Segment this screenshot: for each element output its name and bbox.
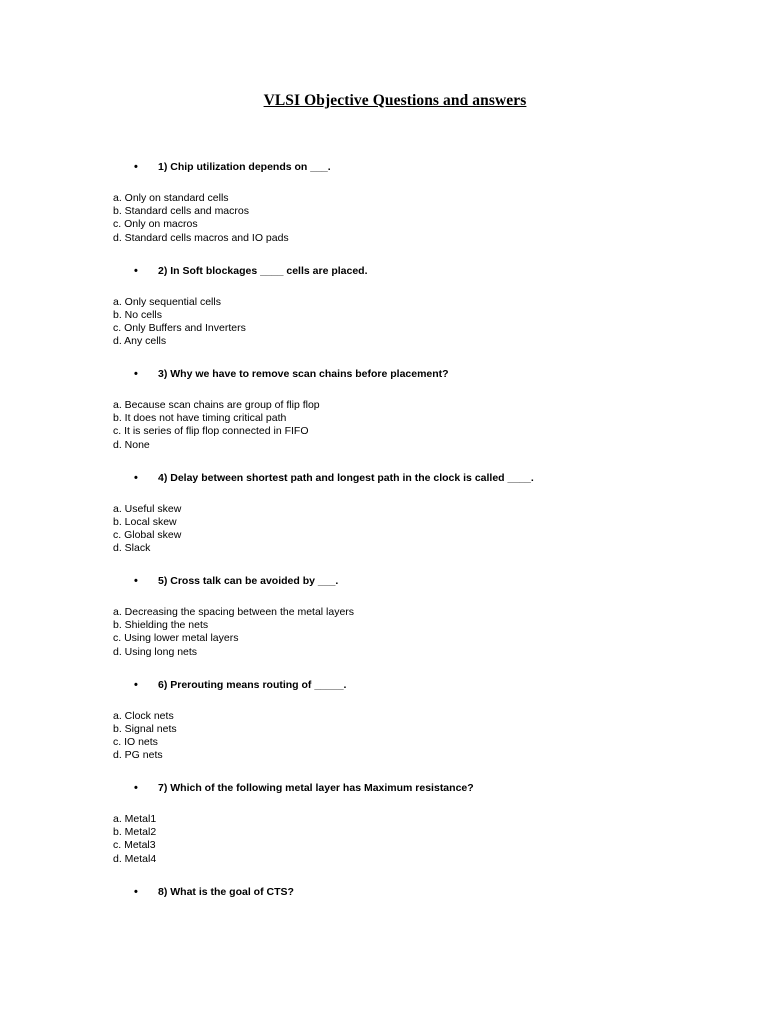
answer-option: d. Standard cells macros and IO pads: [113, 231, 289, 244]
question-heading: [113, 778, 733, 798]
bullet-icon: •: [134, 678, 138, 691]
question-heading: [113, 675, 733, 695]
answer-option: c. Only Buffers and Inverters: [113, 321, 246, 334]
answer-option: a. Only sequential cells: [113, 295, 221, 308]
answer-option: d. None: [113, 438, 150, 451]
question-text: 8) What is the goal of CTS?: [158, 885, 294, 898]
question-text: 6) Prerouting means routing of _____.: [158, 678, 347, 691]
answer-option: d. PG nets: [113, 749, 163, 762]
bullet-icon: •: [134, 782, 138, 794]
answer-option: d. Using long nets: [113, 645, 198, 658]
bullet-icon: •: [134, 368, 138, 380]
document-title: VLSI Objective Questions and answers: [263, 92, 527, 109]
answer-option: b. Metal2: [113, 826, 157, 839]
answer-option: c. Metal3: [113, 839, 156, 852]
question-block: [113, 675, 733, 779]
question-heading: [113, 571, 733, 591]
question-block: [113, 571, 733, 675]
answer-option: b. It does not have timing critical path: [113, 412, 287, 425]
answer-option: c. Only on macros: [113, 218, 198, 231]
answer-option: d. Metal4: [113, 852, 157, 865]
answer-option: a. Metal1: [113, 813, 157, 825]
option-list: [113, 503, 733, 556]
answer-option: c. Using lower metal layers: [113, 632, 239, 645]
question-heading: [113, 364, 733, 384]
question-block: [113, 468, 733, 572]
question-block: [113, 157, 733, 261]
bullet-icon: •: [134, 264, 138, 277]
answer-option: d. Any cells: [113, 335, 167, 348]
question-heading: [113, 882, 733, 902]
question-text: 5) Cross talk can be avoided by ___.: [158, 575, 339, 587]
question-text: 1) Chip utilization depends on ___.: [158, 161, 331, 173]
option-list: [113, 710, 733, 763]
answer-option: b. Shielding the nets: [113, 619, 209, 632]
option-list: [113, 606, 733, 659]
bullet-icon: •: [134, 885, 138, 898]
answer-option: b. Signal nets: [113, 722, 177, 735]
option-list: [113, 192, 733, 245]
answer-option: b. Local skew: [113, 515, 177, 528]
option-list: [113, 296, 733, 349]
question-list: [113, 157, 733, 985]
question-block: [113, 364, 733, 468]
question-text: 2) In Soft blockages ____ cells are placed.: [158, 264, 368, 277]
question-block: [113, 882, 733, 986]
answer-option: a. Clock nets: [113, 709, 174, 722]
option-list: [113, 813, 733, 866]
answer-option: d. Slack: [113, 542, 151, 555]
question-text: 3) Why we have to remove scan chains before placement?: [158, 368, 449, 380]
question-text: 4) Delay between shortest path and longest path in the clock is called ____.: [158, 471, 534, 484]
answer-option: b. Standard cells and macros: [113, 205, 249, 218]
option-list: [113, 399, 733, 452]
question-heading: [113, 468, 733, 488]
bullet-icon: •: [134, 575, 138, 587]
answer-option: a. Useful skew: [113, 502, 182, 515]
answer-option: b. No cells: [113, 308, 163, 321]
answer-option: a. Decreasing the spacing between the metal layers: [113, 606, 355, 618]
question-heading: [113, 261, 733, 281]
question-block: [113, 261, 733, 365]
bullet-icon: •: [134, 471, 138, 484]
answer-option: a. Only on standard cells: [113, 192, 229, 204]
answer-option: c. IO nets: [113, 735, 158, 748]
answer-option: c. Global skew: [113, 528, 182, 541]
answer-option: a. Because scan chains are group of flip flop: [113, 399, 320, 411]
answer-option: c. It is series of flip flop connected in FIFO: [113, 425, 309, 438]
question-block: [113, 778, 733, 882]
question-text: 7) Which of the following metal layer has Maximum resistance?: [158, 782, 474, 794]
question-heading: [113, 157, 733, 177]
bullet-icon: •: [134, 161, 138, 173]
